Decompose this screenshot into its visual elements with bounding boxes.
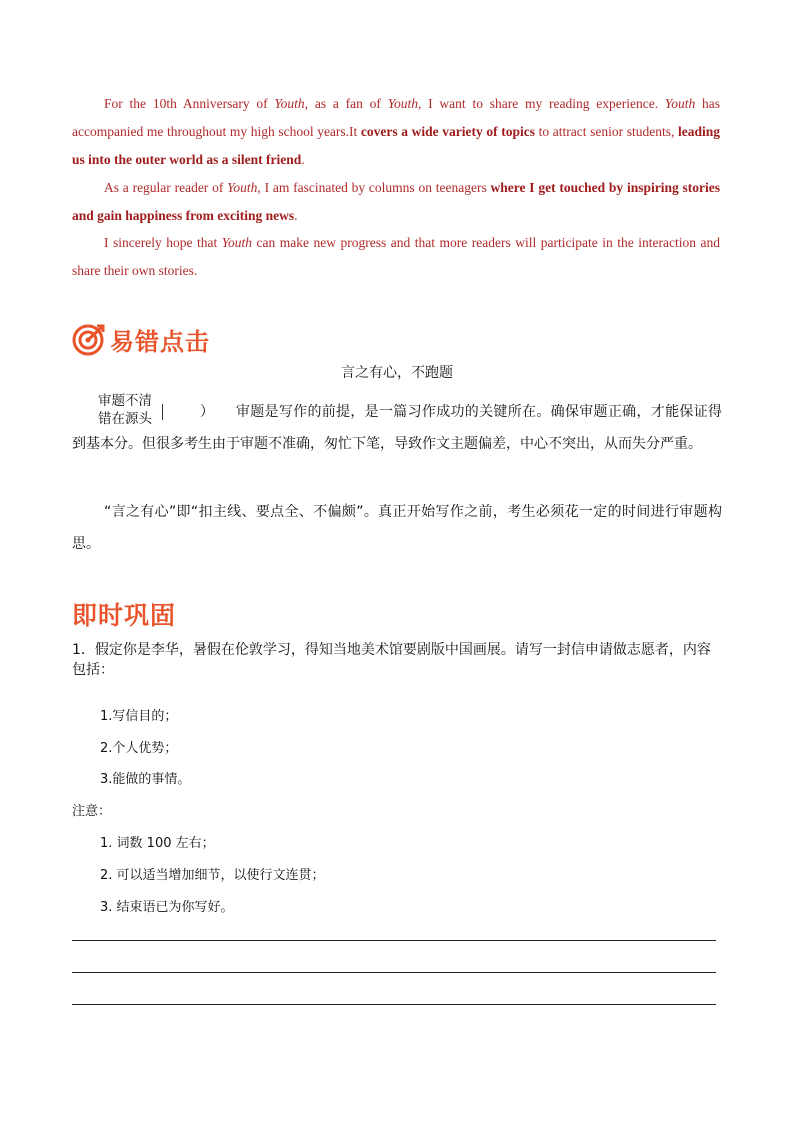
essay-italic-title: Youth, xyxy=(387,96,422,111)
essay-paragraph-2 xyxy=(72,174,720,230)
essay-text: as a fan of xyxy=(308,96,388,111)
note-item-3: 3. 结束语已为你写好。 xyxy=(100,900,234,915)
essay-text: . xyxy=(294,208,298,223)
answer-line xyxy=(72,940,716,941)
section-heading-text: 易错点击 xyxy=(110,328,210,356)
essay-italic-title: Youth, xyxy=(227,180,261,195)
essay-text: For the 10th Anniversary of xyxy=(104,96,275,111)
essay-paragraph-3 xyxy=(72,229,720,285)
essay-italic-title: Youth xyxy=(221,235,253,250)
note-item-2: 2. 可以适当增加细节，以使行文连贯； xyxy=(100,868,325,883)
essay-text: As a regular reader of xyxy=(104,180,228,195)
essay-highlight: covers a wide variety of topics xyxy=(360,124,535,139)
answer-line xyxy=(72,1004,716,1005)
essay-text: to attract senior students, xyxy=(535,124,678,139)
essay-text: I want to share my reading experience. xyxy=(421,96,665,111)
section-paragraph-1: ） 审题是写作的前提，是一篇习作成功的关键所在。确保审题正确，才能保证得到基本分。但很多考生由于审题不准确，匆忙下笔，导致作文主题偏差，中心不突出，从而失分严重。 xyxy=(72,404,722,452)
essay-text: . xyxy=(301,152,305,167)
margin-note-label: 审题不清错在源头 xyxy=(98,393,152,427)
essay-highlight: leading us into the outer world as a silent friend xyxy=(72,124,720,167)
section-heading-practice xyxy=(72,596,176,632)
content-point-3: 3.能做的事情。 xyxy=(100,772,191,787)
section-heading-mistakes xyxy=(72,322,210,357)
note-item-1: 1. 词数 100 左右； xyxy=(100,836,215,851)
writing-task-prompt: 1．假定你是李华，暑假在伦敦学习，得知当地美术馆要剧版中国画展。请写一封信申请做志愿者，内容包括： xyxy=(72,642,711,678)
essay-text: I sincerely hope that xyxy=(104,235,222,250)
section-heading-text: 即时巩固 xyxy=(72,601,177,630)
essay-highlight: where I get touched by inspiring stories and gain happiness from exciting news xyxy=(72,180,720,223)
content-point-2: 2.个人优势； xyxy=(100,741,178,756)
answer-line xyxy=(72,972,716,973)
essay-text: can make new progress and that more readers will participate in the interaction and share their own stories. xyxy=(72,235,720,278)
essay-italic-title: Youth xyxy=(664,96,696,111)
essay-text: has accompanied me throughout my high school years.It xyxy=(72,96,720,139)
target-icon xyxy=(72,323,106,357)
notes-title: 注意： xyxy=(72,804,112,819)
essay-paragraph-1 xyxy=(72,90,720,174)
essay-text: I am fascinated by columns on teenagers xyxy=(260,180,491,195)
section-paragraph-2: “言之有心”即“扣主线、要点全、不偏颇”。真正开始写作之前，考生必须花一定的时间进行审题构思。 xyxy=(72,504,722,552)
content-point-1: 1.写信目的； xyxy=(100,709,178,724)
section-title: 言之有心，不跑题 xyxy=(341,365,453,381)
essay-italic-title: Youth, xyxy=(274,96,309,111)
